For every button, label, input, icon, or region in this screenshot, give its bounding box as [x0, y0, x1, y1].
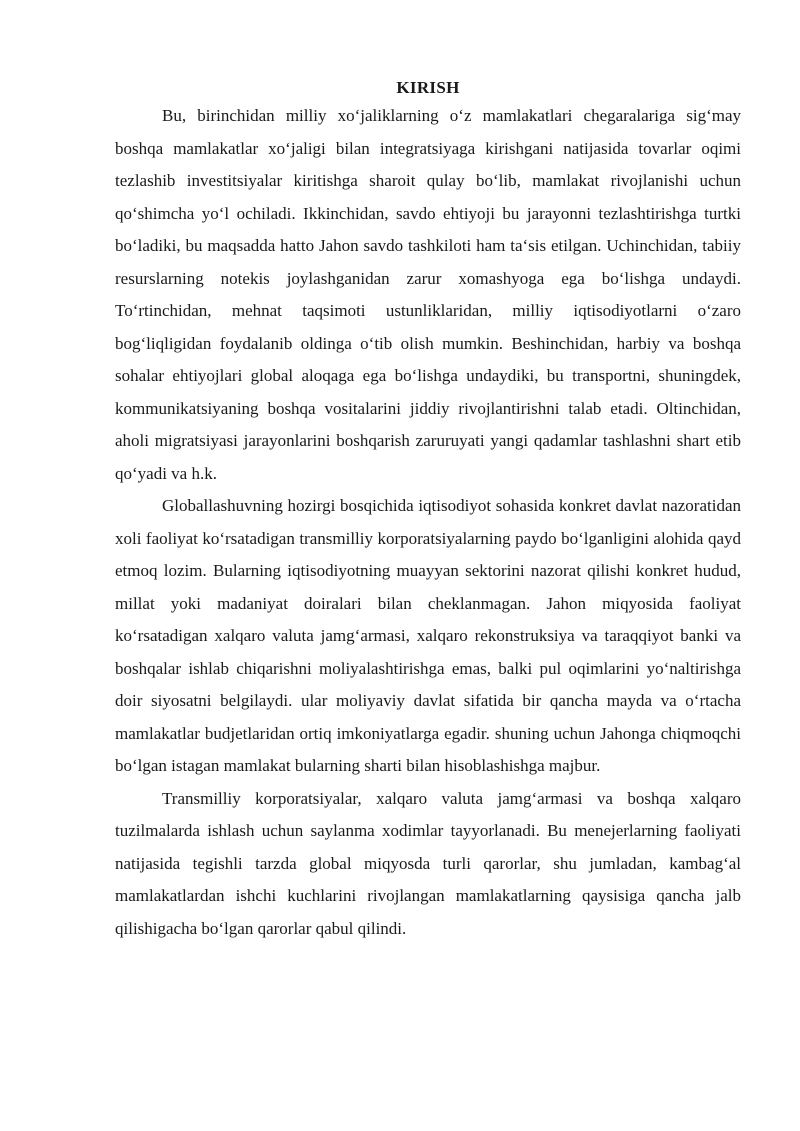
- paragraph: Globallashuvning hozirgi bosqichida iqtisodiyot sohasida konkret davlat nazoratidan xoli faoliyat ko‘rsatadigan transmilliy korporatsiyalarning paydo bo‘lganligini alohida qayd etmoq lozim. Bularning iqtisodiyotning muayyan sektorini nazorat qilishi konkret hudud, millat yoki madaniyat doiralari bilan cheklanmagan. Jahon miqyosida faoliyat ko‘rsatadigan xalqaro valuta jamg‘armasi, xalqaro rekonstruksiya va taraqqiyot banki va boshqalar ishlab chiqarishni moliyalashtirishga emas, balki pul oqimlarini yo‘naltirishga doir siyosatni belgilaydi. ular moliyaviy davlat sifatida bir qancha mayda va o‘rtacha mamlakatlar budjetlaridan ortiq imkoniyatlarga egadir. shuning uchun Jahonga chiqmoqchi bo‘lgan istagan mamlakat bularning sharti bilan hisoblashishga majbur.: [115, 496, 741, 775]
- paragraph: Transmilliy korporatsiyalar, xalqaro valuta jamg‘armasi va boshqa xalqaro tuzilmalarda ishlash uchun saylanma xodimlar tayyorlanadi. Bu menejerlarning faoliyati natijasida tegishli tarzda global miqyosda turli qarorlar, shu jumladan, kambag‘al mamlakatlardan ishchi kuchlarini rivojlangan mamlakatlarning qaysisiga qancha jalb qilishigacha bo‘lgan qarorlar qabul qilindi.: [115, 788, 741, 938]
- document-title: KIRISH: [396, 78, 460, 97]
- document-page: [115, 70, 741, 945]
- paragraph: Bu, birinchidan milliy xo‘jaliklarning o‘z mamlakatlari chegaralariga sig‘may boshqa mamlakatlar xo‘jaligi bilan integratsiyaga kirishgani natijasida tovarlar oqimi tezlashib investitsiyalar kiritishga sharoit qulay bo‘lib, mamlakat rivojlanishi uchun qo‘shimcha yo‘l ochiladi. Ikkinchidan, savdo ehtiyoji bu jarayonni tezlashtirishga turtki bo‘ladiki, bu maqsadda hatto Jahon savdo tashkiloti ham ta‘sis etilgan. Uchinchidan, tabiiy resurslarning notekis joylashganidan zarur xomashyoga ega bo‘lishga undaydi. To‘rtinchidan, mehnat taqsimoti ustunliklaridan, milliy iqtisodiyotlarni o‘zaro bog‘liqligidan foydalanib oldinga o‘tib olish mumkin. Beshinchidan, harbiy va boshqa sohalar ehtiyojlari global aloqaga ega bo‘lishga undaydiki, bu transportni, shuningdek, kommunikatsiyaning boshqa vositalarini jiddiy rivojlantirishni talab etadi. Oltinchidan, aholi migratsiyasi jarayonlarini boshqarish zaruruyati yangi qadamlar tashlashni shart etib qo‘yadi va h.k.: [115, 106, 741, 483]
